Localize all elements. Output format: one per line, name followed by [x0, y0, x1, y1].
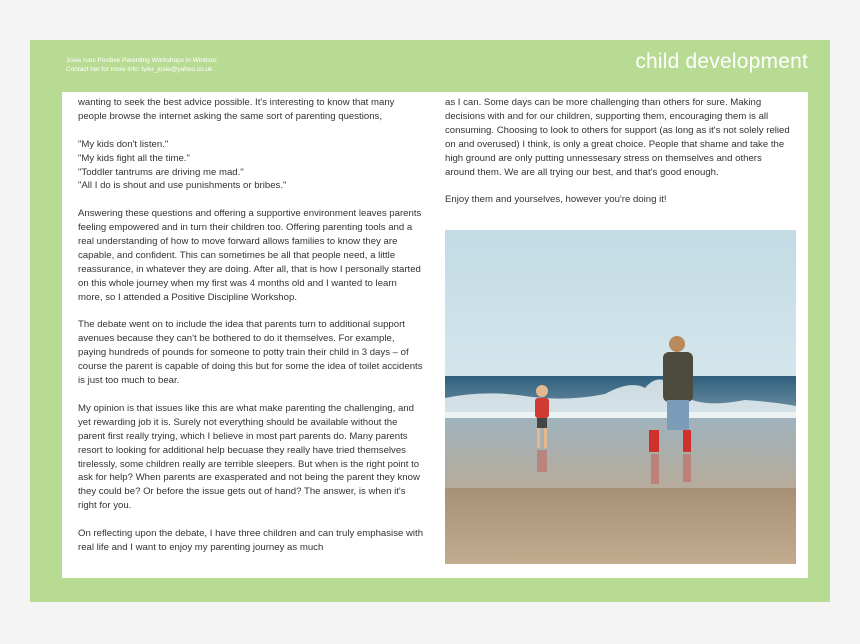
- paragraph: On reflecting upon the debate, I have three children and can truly emphasise with real life and I want to enjoy my parenting journey as much: [78, 528, 424, 553]
- paragraph: Answering these questions and offering a supportive environment leaves parents feeling empowered and in turn their children too. Offering parenting tools and a real understanding of how to move forward allows families to know they are capable, and confident. This can sometimes be all that people need, a little reassurance, in whatever they are doing. After all, that is how I personally started on this whole journey when my first was 4 months old and I wanted to learn more, so I attended a Positive Discipline Workshop.: [78, 208, 422, 303]
- paragraph: as I can. Some days can be more challenging than others for sure. Making decisions with and for our children, supporting them, encouraging them is all consuming. Choosing to look to others for support (as long as it's not solely relied on and overused) I think, is only a great choice. People that shame and take the high ground are only putting unnessesary stress on themselves and others around them. We are all trying our best, and that's good enough.: [445, 97, 790, 178]
- article-page: [62, 92, 808, 578]
- author-info-line: Josie runs Positive Parenting Workshops in Windsor.: [66, 57, 218, 64]
- wet-sand: [445, 418, 796, 494]
- quote-list: "My kids don't listen." "My kids fight all the time." "Toddler tantrums are driving me mad." "All I do is shout and use punishments or bribes.": [78, 138, 287, 192]
- article-right-column: [445, 96, 793, 221]
- paragraph: My opinion is that issues like this are what make parenting the challenging, and yet rewarding job it is. Surely not everything should be available without the parent first really trying, which I believe in most part parents do. Many parents resort to looking for additional help becuase they really have tried themselves tirelessly, some children really are terrible sleepers. But when is the right point to ask for help? When parents are exasperated and not being the parent they know they could be? Or before the issue gets out of hand? The answer, is when it's right for you.: [78, 402, 420, 512]
- beach-photo: [445, 230, 796, 564]
- section-title: child development: [635, 50, 808, 73]
- dry-sand: [445, 488, 796, 564]
- article-left-column: [78, 96, 424, 569]
- paragraph: The debate went on to include the idea that parents turn to additional support avenues because they can't be bothered to do it themselves. For example, paying hundreds of pounds for someone to potty train their child in 3 days – of course the parent is capable of doing this but for some the idea of toilet accidents is just too much to bear.: [78, 319, 423, 387]
- paragraph: wanting to seek the best advice possible. It's interesting to know that many people browse the internet asking the same sort of parenting questions,: [78, 97, 395, 122]
- author-info: [66, 56, 218, 74]
- sky: [445, 230, 796, 378]
- closing-line: Enjoy them and yourselves, however you're doing it!: [445, 194, 667, 206]
- author-contact-line: Contact her for more info: tyler_josie@yahoo.co.uk: [66, 66, 213, 73]
